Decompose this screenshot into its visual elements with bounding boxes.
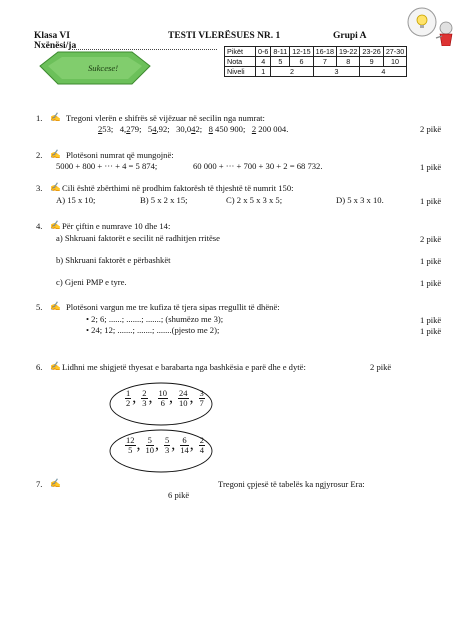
q4-part-b-points: 1 pikë — [420, 256, 442, 266]
q3-option-c: C) 2 x 5 x 3 x 5; — [226, 195, 283, 205]
cell: 1 — [256, 67, 271, 77]
q7-text: Tregoni çpjesë të tabelës ka ngjyrosur Era: — [218, 479, 365, 489]
grade-row-nota — [225, 57, 407, 67]
q1-num-5: 8 450 900; — [208, 124, 246, 134]
q2-equation-1: 5000 + 800 + ··· + 4 = 5 874; — [56, 161, 158, 171]
cell: 2 — [271, 67, 313, 77]
class-label: Klasa VI — [34, 31, 70, 41]
q5-text: Plotësoni vargun me tre kufiza të tjera sipas rregullit të dhënë: — [66, 302, 280, 312]
fraction: $\frac{12}{5}$ — [126, 435, 135, 455]
q5-item-1: • 2; 6; ......; .......; .......; (shumëzo me 3); — [86, 314, 224, 324]
q1-number: 1. — [36, 113, 43, 123]
grade-row-points — [225, 47, 407, 57]
q5-item-2-points: 1 pikë — [420, 326, 442, 336]
student-label: Nxënësi/ja — [34, 41, 77, 51]
row-label: Nota — [225, 57, 256, 67]
row-label: Pikët — [225, 47, 256, 57]
test-title: TESTI VLERËSUES NR. 1 — [168, 31, 281, 41]
q1-num-2: 4,279; — [119, 124, 142, 134]
cell: 7 — [313, 57, 336, 67]
cell: 12-15 — [290, 47, 313, 57]
q1-points: 2 pikë — [420, 124, 442, 134]
q1-num-4: 30,042; — [176, 124, 203, 134]
grade-table — [224, 46, 407, 77]
thinking-figure-icon — [400, 6, 462, 46]
q1-text: Tregoni vlerën e shifrës së vijëzuar në secilin nga numrat: — [66, 113, 265, 123]
q7-points: 6 pikë — [168, 490, 190, 500]
cell: 8-11 — [271, 47, 290, 57]
q4-text: Për çiftin e numrave 10 dhe 14: — [62, 221, 171, 231]
fraction: $\frac{2}{3}$ — [142, 388, 147, 408]
fraction: $\frac{5}{10}$ — [145, 435, 154, 455]
fraction: $\frac{5}{3}$ — [165, 435, 170, 455]
cell: 23-26 — [360, 47, 383, 57]
q3-points: 1 pikë — [420, 196, 442, 206]
set-1-fractions: $\frac{1}{2}$ , $\frac{2}{3}$ , $\frac{10}{6}$ , $\frac{24}{10}$ , $\frac{3}{7}$ — [126, 388, 204, 408]
cell: 3 — [313, 67, 360, 77]
q3-text: Cili është zbërthimi në prodhim faktorësh të thjeshtë të numrit 150: — [62, 183, 294, 193]
writing-hand-icon: ✍ — [50, 478, 61, 488]
q4-part-a: a) Shkruani faktorët e secilit në radhitjen rritëse — [56, 233, 220, 243]
q5-item-1-points: 1 pikë — [420, 315, 442, 325]
q4-part-c-points: 1 pikë — [420, 278, 442, 288]
writing-hand-icon: ✍ — [50, 361, 61, 371]
fraction: $\frac{1}{2}$ — [126, 388, 131, 408]
q3-option-d: D) 5 x 3 x 10. — [336, 195, 384, 205]
q1-num-3: 54,92; — [147, 124, 170, 134]
writing-hand-icon: ✍ — [50, 149, 61, 159]
q2-number: 2. — [36, 150, 43, 160]
fraction: $\frac{6}{14}$ — [180, 435, 189, 455]
writing-hand-icon: ✍ — [50, 301, 61, 311]
cell: 16-18 — [313, 47, 336, 57]
q4-part-a-points: 2 pikë — [420, 234, 442, 244]
grade-row-niveli — [225, 67, 407, 77]
q2-text: Plotësoni numrat që mungojnë: — [66, 150, 174, 160]
ribbon-text: Sukcese! — [88, 63, 119, 73]
q4-part-c: c) Gjeni PMP e tyre. — [56, 277, 127, 287]
q2-points: 1 pikë — [420, 162, 442, 172]
cell: 19-22 — [337, 47, 360, 57]
q2-equation-2: 60 000 + ··· + 700 + 30 + 2 = 68 732. — [193, 161, 323, 171]
cell: 8 — [337, 57, 360, 67]
q4-part-b: b) Shkruani faktorët e përbashkët — [56, 255, 171, 265]
fraction: $\frac{24}{10}$ — [179, 388, 188, 408]
cell: 5 — [271, 57, 290, 67]
q5-number: 5. — [36, 302, 43, 312]
q6-number: 6. — [36, 362, 43, 372]
writing-hand-icon: ✍ — [50, 112, 61, 122]
cell: 4 — [360, 67, 407, 77]
set-2-fractions: $\frac{12}{5}$ , $\frac{5}{10}$ , $\frac{5}{3}$ , $\frac{6}{14}$ , $\frac{2}{4}$ — [126, 435, 204, 455]
group-label: Grupi A — [333, 31, 367, 41]
q4-number: 4. — [36, 221, 43, 231]
writing-hand-icon: ✍ — [50, 220, 61, 230]
q6-text: Lidhni me shigjetë thyesat e barabarta nga bashkësia e parë dhe e dytë: — [62, 362, 306, 372]
q7-number: 7. — [36, 479, 43, 489]
fraction: $\frac{2}{4}$ — [199, 435, 204, 455]
cell: 10 — [383, 57, 406, 67]
q1-numbers — [98, 124, 288, 134]
cell: 6 — [290, 57, 313, 67]
fraction: $\frac{10}{6}$ — [158, 388, 167, 408]
q3-option-a: A) 15 x 10; — [56, 195, 96, 205]
q3-option-b: B) 5 x 2 x 15; — [140, 195, 188, 205]
q5-item-2: • 24; 12; .......; .......; .......(pjesto me 2); — [86, 325, 220, 335]
q3-number: 3. — [36, 183, 43, 193]
q1-num-6: 2 200 004. — [251, 124, 289, 134]
writing-hand-icon: ✍ — [50, 182, 61, 192]
cell: 0-6 — [256, 47, 271, 57]
cell: 9 — [360, 57, 383, 67]
row-label: Niveli — [225, 67, 256, 77]
q1-num-1: 253; — [98, 124, 114, 134]
cell: 27-30 — [383, 47, 406, 57]
q6-points: 2 pikë — [370, 362, 392, 372]
fraction: $\frac{3}{7}$ — [199, 388, 204, 408]
cell: 4 — [256, 57, 271, 67]
